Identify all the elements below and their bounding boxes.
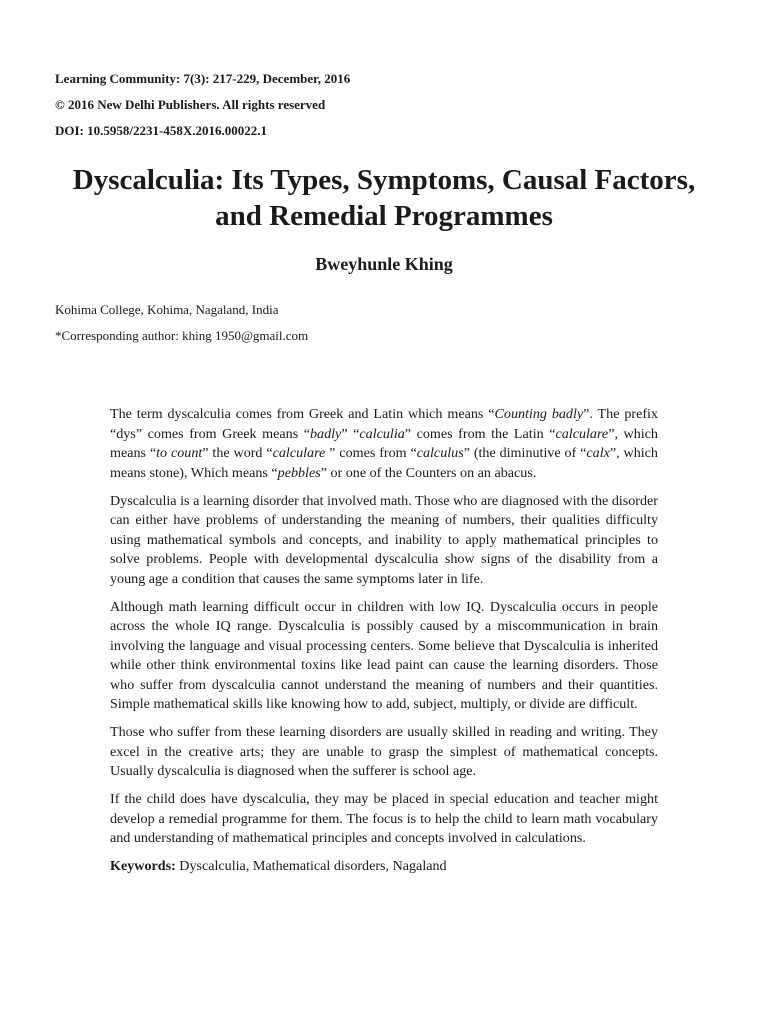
corresponding-author: *Corresponding author: khing 1950@gmail.com — [55, 328, 309, 343]
p1-text-10: ” or one of the Counters on an abacus. — [320, 464, 537, 481]
p1-text-5: ”, which means “ — [110, 425, 658, 461]
p1-italic-3: calculia — [359, 425, 405, 442]
paper-title — [20, 162, 748, 234]
affiliation-block — [55, 297, 308, 349]
paper-title-line-1: Dyscalculia: Its Types, Symptoms, Causal Factors, — [72, 164, 696, 196]
p1-text-1: The term dyscalculia comes from Greek and Latin which means “ — [110, 406, 495, 422]
keywords-label: Keywords: — [110, 858, 176, 874]
p1-text-6: ” the word “ — [202, 445, 273, 461]
p1-text-3: ” “ — [341, 425, 360, 442]
doi-line: DOI: 10.5958/2231-458X.2016.00022.1 — [55, 123, 267, 138]
p1-italic-7: calculus — [416, 445, 464, 461]
copyright-line: © 2016 New Delhi Publishers. All rights reserved — [55, 97, 326, 112]
p1-text-4: ” comes from the Latin “ — [404, 425, 556, 442]
author-name: Bweyhunle Khing — [315, 254, 453, 274]
journal-header — [55, 66, 350, 144]
p1-text-9: ”, which means stone), Which means “ — [110, 445, 658, 481]
p1-italic-4: calculare — [555, 425, 609, 442]
abstract-paragraph-1 — [110, 405, 658, 483]
p1-text-2: ”. The prefix “dys” comes from Greek means “ — [110, 406, 658, 442]
abstract — [110, 405, 658, 885]
p1-italic-8: calx — [586, 445, 610, 461]
p1-italic-2: badly — [310, 425, 342, 442]
keywords-line — [110, 857, 658, 877]
p1-italic-5: to count — [156, 445, 203, 461]
keywords-list: Dyscalculia, Mathematical disorders, Nagaland — [175, 858, 447, 874]
p1-text-8: ” (the diminutive of “ — [463, 445, 587, 461]
p1-text-7: ” comes from “ — [325, 445, 417, 461]
paper-title-line-2: and Remedial Programmes — [215, 200, 553, 232]
p1-italic-9: pebbles — [277, 464, 321, 481]
affiliation-institution: Kohima College, Kohima, Nagaland, India — [55, 302, 279, 317]
citation-line: Learning Community: 7(3): 217-229, December, 2016 — [55, 71, 351, 86]
p1-italic-1: Counting badly — [494, 406, 584, 422]
abstract-paragraph-4: Those who suffer from these learning disorders are usually skilled in reading and writing. They excel in the creative arts; they are unable to grasp the simplest of mathematical concepts. Usually dyscalculia is diagnosed when the sufferer is school age. — [110, 724, 658, 779]
abstract-paragraph-2: Dyscalculia is a learning disorder that involved math. Those who are diagnosed with the disorder can either have problems of understanding the meaning of numbers, their qualities difficulty using mathematical symbols and concepts, and inability to apply mathematical principles to solve problems. People with developmental dyscalculia show signs of the disability from a young age a condition that causes the same symptoms later in life. — [110, 492, 658, 587]
abstract-paragraph-5: If the child does have dyscalculia, they may be placed in special education and teacher might develop a remedial programme for them. The focus is to help the child to learn math vocabulary and understanding of mathematical principles and concepts involved in calculations. — [110, 791, 658, 846]
p1-italic-6: calculare — [272, 445, 326, 461]
abstract-paragraph-3: Although math learning difficult occur in children with low IQ. Dyscalculia occurs in people across the whole IQ range. Dyscalculia is possibly caused by a miscommunication in brain involving the language and visual processing centers. Some believe that Dyscalculia is inherited while other think environmental toxins like lead paint can cause the learning disorders. Those who suffer from dyscalculia cannot understand the meaning of numbers and their quantities. Simple mathematical skills like knowing how to add, subject, multiply, or divide are difficult. — [110, 598, 658, 712]
